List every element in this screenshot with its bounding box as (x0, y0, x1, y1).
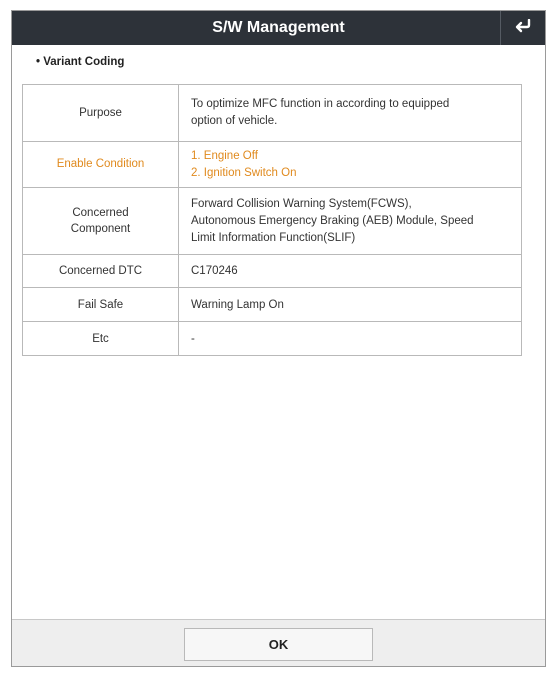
label-line: Concerned (72, 206, 129, 219)
row-value (179, 85, 522, 142)
section-label: • Variant Coding (36, 56, 125, 68)
info-table (22, 84, 522, 356)
row-label (23, 188, 179, 255)
row-value (179, 255, 522, 288)
sw-management-window (11, 10, 546, 667)
row-label: Etc (23, 322, 179, 356)
row-label: Fail Safe (23, 288, 179, 322)
row-value (179, 288, 522, 322)
value-line: 2. Ignition Switch On (191, 166, 297, 179)
title-bar (12, 11, 545, 45)
table-row (23, 188, 522, 255)
footer-bar (12, 619, 545, 667)
back-button[interactable] (500, 11, 545, 45)
value-line: - (191, 332, 195, 345)
table-row (23, 255, 522, 288)
value-line: C170246 (191, 265, 238, 277)
row-label: Enable Condition (23, 142, 179, 188)
table-row (23, 288, 522, 322)
value-line: 1. Engine Off (191, 150, 258, 162)
table-row (23, 322, 522, 356)
value-line: Autonomous Emergency Braking (AEB) Module, Speed (191, 215, 474, 227)
value-line: Limit Information Function(SLIF) (191, 231, 356, 244)
value-line: Warning Lamp On (191, 298, 284, 311)
window-title: S/W Management (212, 19, 345, 36)
row-value (179, 322, 522, 356)
value-line: To optimize MFC function in according to equipped (191, 98, 450, 111)
value-line: Forward Collision Warning System(FCWS), (191, 198, 412, 211)
table-row (23, 85, 522, 142)
value-line: option of vehicle. (191, 115, 278, 127)
row-label: Concerned DTC (23, 255, 179, 288)
return-arrow-icon (514, 19, 532, 38)
row-value (179, 188, 522, 255)
label-line: Component (70, 223, 131, 236)
row-value (179, 142, 522, 188)
ok-button[interactable]: OK (184, 628, 373, 661)
row-label: Purpose (23, 85, 179, 142)
table-row (23, 142, 522, 188)
